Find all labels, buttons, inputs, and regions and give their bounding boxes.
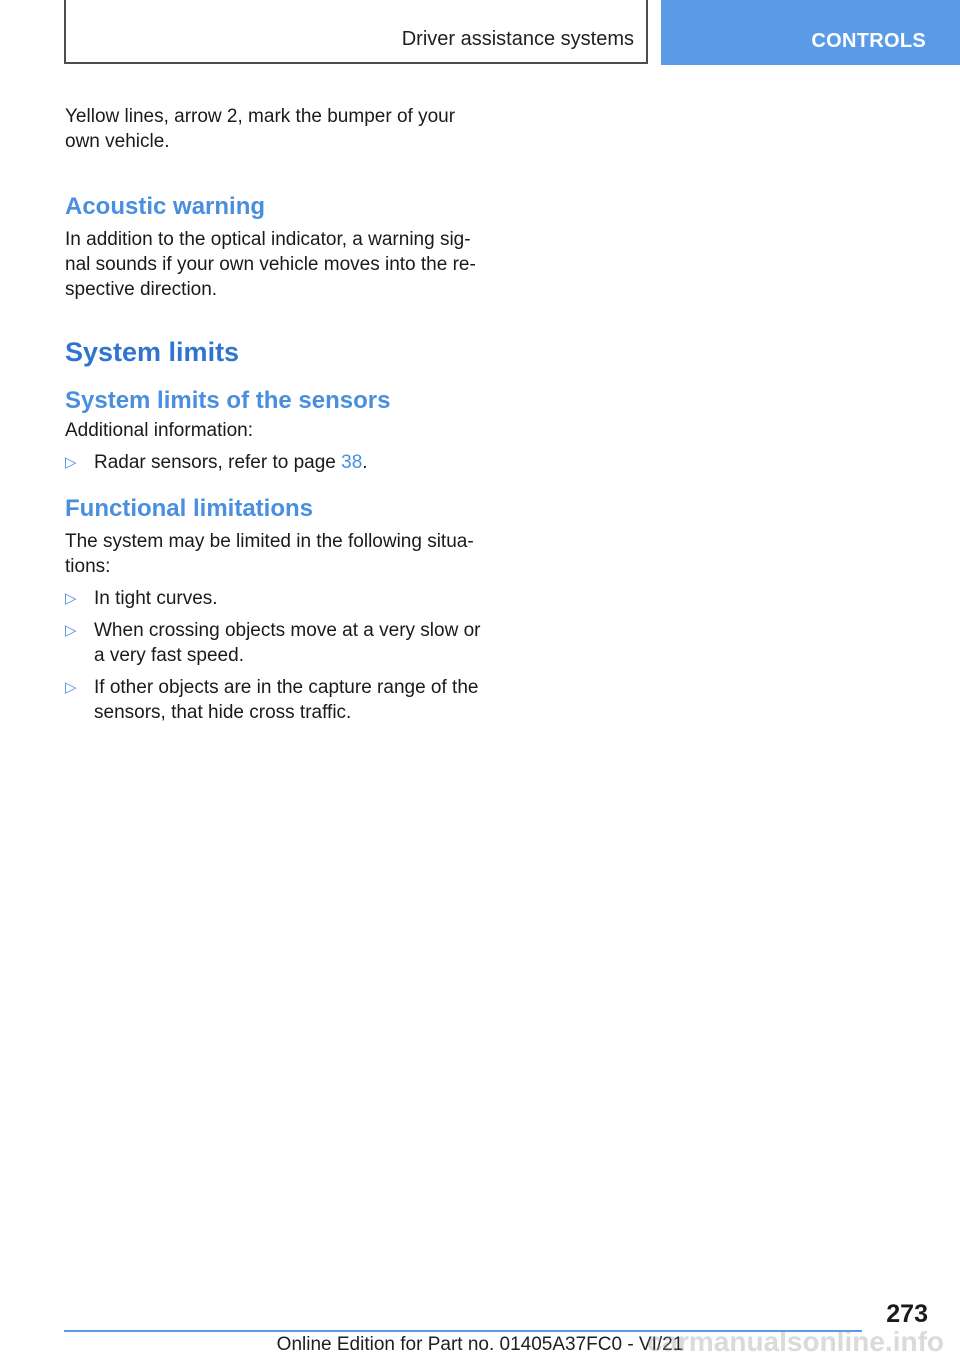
page-content xyxy=(65,104,485,725)
heading-sensor-limits: System limits of the sensors xyxy=(65,387,391,414)
section-title: Driver assistance systems xyxy=(401,28,634,50)
sensor-limits-list xyxy=(65,450,485,475)
footer-edition-text: Online Edition for Part no. 01405A37FC0 - VI/21 xyxy=(276,1334,684,1355)
functional-limitations-paragraph: The system may be limited in the following situa‐ tions: xyxy=(65,531,474,577)
page-number: 273 xyxy=(886,1300,928,1328)
page-reference-link[interactable]: 38 xyxy=(341,452,363,473)
chapter-tab-label: CONTROLS xyxy=(811,30,926,52)
triangle-bullet-icon: ▷ xyxy=(65,679,77,696)
sensor-limits-paragraph: Additional information: xyxy=(65,420,253,441)
list-item-text: Radar sensors, refer to page xyxy=(94,452,342,473)
heading-system-limits: System limits xyxy=(65,337,240,367)
list-item xyxy=(65,618,485,668)
list-item xyxy=(65,675,485,725)
list-item-text: In tight curves. xyxy=(94,588,218,609)
list-item xyxy=(65,450,485,475)
list-item xyxy=(65,586,485,611)
triangle-bullet-icon: ▷ xyxy=(65,590,77,607)
list-item-text: When crossing objects move at a very slow or a very fast speed. xyxy=(94,620,481,666)
chapter-tab[interactable] xyxy=(661,0,960,65)
acoustic-warning-paragraph: In addition to the optical indicator, a warning sig‐ nal sounds if your own vehicle moves into the re‐ spective direction. xyxy=(65,229,476,300)
heading-functional-limitations: Functional limitations xyxy=(65,495,314,522)
triangle-bullet-icon: ▷ xyxy=(65,454,77,471)
intro-paragraph: Yellow lines, arrow 2, mark the bumper of your own vehicle. xyxy=(65,106,456,152)
triangle-bullet-icon: ▷ xyxy=(65,622,77,639)
functional-limitations-list xyxy=(65,586,485,725)
watermark: carmanualsonline.info xyxy=(646,1326,944,1357)
list-item-text: If other objects are in the capture range of the sensors, that hide cross traffic. xyxy=(94,677,479,723)
heading-acoustic-warning: Acoustic warning xyxy=(65,193,266,220)
header-section-box xyxy=(64,0,648,64)
list-item-suffix: . xyxy=(362,452,368,473)
